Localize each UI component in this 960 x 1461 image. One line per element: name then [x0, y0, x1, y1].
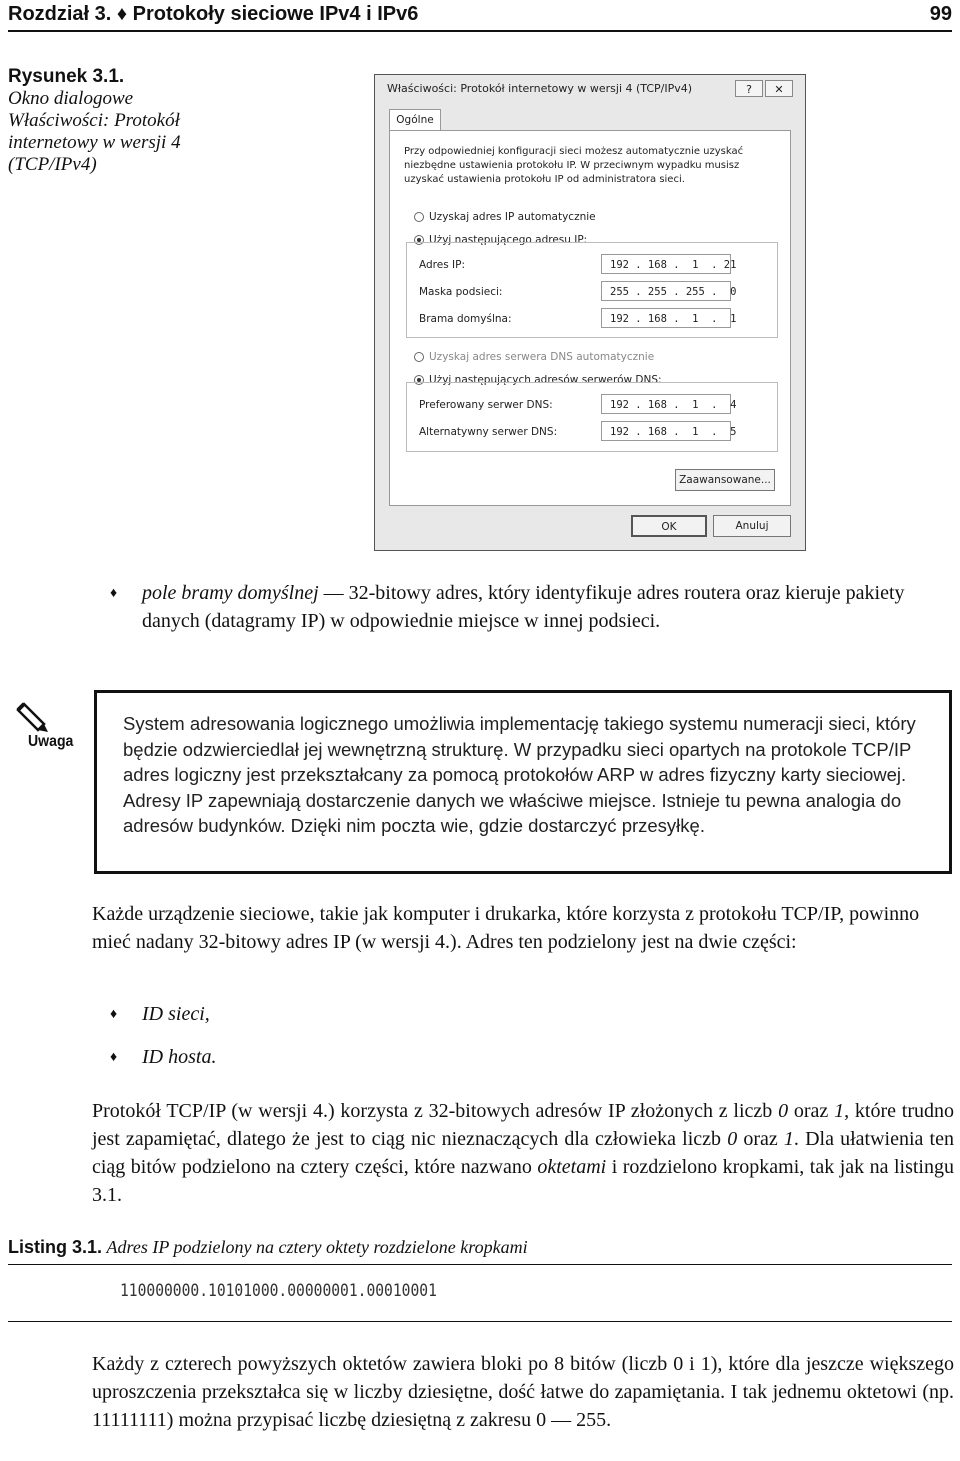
- radio-auto-ip-label: Uzyskaj adres IP automatycznie: [429, 211, 596, 223]
- gateway-term: pole bramy domyślnej: [142, 582, 319, 604]
- note-box: [94, 690, 952, 874]
- listing-label: Listing 3.1.: [8, 1237, 103, 1257]
- ip-address-label: Adres IP:: [419, 259, 465, 271]
- paragraph: Protokół TCP/IP (w wersji 4.) korzysta z 32-bitowych adresów IP złożonych z liczb 0 oraz 1, które trudno jest zapamiętać, dlatego że jest to ciąg nic nieznaczących dla człowieka liczb 0 oraz 1. Dla ułatwienia ten ciąg bitów podzielono na cztery części, które nazwano oktetami i rozdzielono kropkami, tak jak na listingu 3.1.: [92, 1100, 954, 1206]
- ok-button[interactable]: OK: [631, 515, 707, 537]
- dns-group: [406, 382, 778, 452]
- header-rule: [8, 30, 952, 32]
- help-button[interactable]: ?: [735, 80, 763, 97]
- list-item: ID sieci,: [142, 1003, 210, 1025]
- advanced-button[interactable]: Zaawansowane...: [675, 469, 775, 491]
- radio-auto-dns[interactable]: [414, 351, 654, 363]
- ip-group: [406, 242, 778, 338]
- listing-caption: [8, 1237, 528, 1258]
- listing-top-rule: [8, 1264, 952, 1265]
- figure-caption: [8, 66, 208, 176]
- gateway-field[interactable]: 192 . 168 . 1 . 1: [601, 308, 731, 328]
- tcpip-properties-dialog: [374, 74, 806, 551]
- radio-circle-icon: [414, 352, 424, 362]
- close-button[interactable]: ✕: [765, 80, 793, 97]
- figure-label: Rysunek 3.1.: [8, 66, 125, 87]
- bullet-icon: ♦: [110, 1050, 118, 1065]
- listing-title: Adres IP podzielony na cztery oktety rozdzielone kropkami: [106, 1237, 528, 1257]
- gateway-text: 32-bitowy adres, który identyfikuje adres routera oraz kieruje pakiety danych (datagramy IP) w odpowiednie miejsce w innej podsieci.: [142, 582, 905, 632]
- radio-auto-ip[interactable]: [414, 211, 596, 223]
- radio-auto-dns-label: Uzyskaj adres serwera DNS automatycznie: [429, 351, 655, 363]
- preferred-dns-label: Preferowany serwer DNS:: [419, 399, 553, 411]
- list-item: ID hosta.: [142, 1046, 217, 1068]
- radio-manual-ip-label: Użyj następującego adresu IP:: [429, 234, 588, 246]
- ip-address-field[interactable]: 192 . 168 . 1 . 21: [601, 254, 731, 274]
- bullet-icon: ♦: [110, 586, 118, 601]
- listing-bottom-rule: [8, 1321, 952, 1322]
- subnet-mask-label: Maska podsieci:: [419, 286, 503, 298]
- cancel-button[interactable]: Anuluj: [713, 515, 791, 537]
- subnet-mask-field[interactable]: 255 . 255 . 255 . 0: [601, 281, 731, 301]
- general-panel: [389, 130, 791, 506]
- chapter-title: Rozdział 3. ♦ Protokoły sieciowe IPv4 i IPv6: [8, 3, 419, 25]
- figure-description: Okno dialogowe Właściwości: Protokół internetowy w wersji 4 (TCP/IPv4): [8, 88, 181, 175]
- pencil-icon: [14, 700, 54, 737]
- running-header: [8, 0, 952, 30]
- radio-manual-dns-label: Użyj następujących adresów serwerów DNS:: [429, 374, 662, 386]
- panel-description: Przy odpowiedniej konfiguracji sieci możesz automatycznie uzyskać niezbędne ustawienia protokołu IP. W przeciwnym wypadku musisz uzyskać ustawienia protokołu IP od administratora sieci.: [404, 146, 744, 185]
- note-label: Uwaga: [28, 733, 74, 750]
- paragraph: Każde urządzenie sieciowe, takie jak komputer i drukarka, które korzysta z protokołu TCP/IP, powinno mieć nadany 32-bitowy adres IP (w wersji 4.). Adres ten podzielony jest na dwie części:: [92, 903, 920, 953]
- radio-circle-icon: [414, 212, 424, 222]
- listing-code: 110000000.10101000.00000001.00010001: [120, 1281, 437, 1301]
- em-dash: —: [318, 582, 349, 604]
- alternate-dns-field[interactable]: 192 . 168 . 1 . 5: [601, 421, 731, 441]
- note-text: System adresowania logicznego umożliwia implementację takiego systemu numeracji sieci, który będzie odzwierciedlał jej wewnętrzną strukturę. W przypadku sieci opartych na protokole TCP/IP adres logiczny jest przekształcany za pomocą protokołów ARP w adres fizyczny karty sieciowej. Adresy IP zapewniają dostarczenie danych we właściwe miejsce. Istnieje tu pewna analogia do adresów budynków. Dzięki nim poczta wie, gdzie dostarczyć przesyłkę.: [123, 713, 916, 836]
- bullet-icon: ♦: [110, 1007, 118, 1022]
- tab-general[interactable]: Ogólne: [389, 109, 441, 131]
- paragraph: Każdy z czterech powyższych oktetów zawiera bloki po 8 bitów (liczb 0 i 1), które dla jeszcze większego uproszczenia przekształca się w liczby dziesiętne, dość łatwe do zapamiętania. I tak jednemu oktetowi (np. 11111111) można przypisać liczbę dziesiętną z zakresu 0 — 255.: [92, 1353, 954, 1431]
- bullet-gateway: [142, 579, 942, 635]
- preferred-dns-field[interactable]: 192 . 168 . 1 . 4: [601, 394, 731, 414]
- alternate-dns-label: Alternatywny serwer DNS:: [419, 426, 558, 438]
- dialog-title: Właściwości: Protokół internetowy w wersji 4 (TCP/IPv4): [387, 82, 693, 95]
- page-number: 99: [929, 3, 952, 25]
- gateway-label: Brama domyślna:: [419, 313, 512, 325]
